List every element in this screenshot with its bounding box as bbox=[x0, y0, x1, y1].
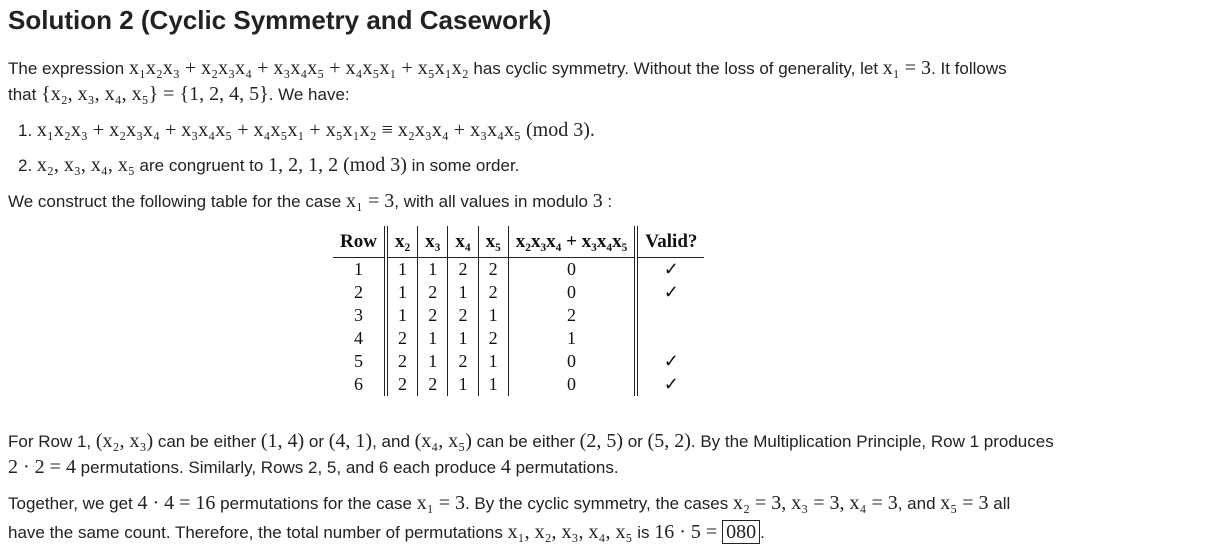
intro-line-2: that {x₂, x₃, x₄, x₅} = {1, 2, 4, 5}. We have: bbox=[8, 83, 350, 105]
set-equation: {x₂, x₃, x₄, x₅} = {1, 2, 4, 5} bbox=[41, 83, 269, 105]
header-x4: x₄ bbox=[448, 226, 478, 258]
table-row: 6 2 2 1 1 0 ✓ bbox=[333, 373, 704, 396]
table-row: 1 1 1 2 2 0 ✓ bbox=[333, 258, 704, 282]
header-valid: Valid? bbox=[636, 226, 704, 258]
valid-check: ✓ bbox=[663, 374, 679, 394]
table-row: 2 1 2 1 2 0 ✓ bbox=[333, 281, 704, 304]
row1-explanation-line-1: For Row 1, (x₂, x₃) can be either (1, 4) or (4, 1), and (x₄, x₅) can be either (2, 5) or (5, 2). By the Multiplication Principle, Row 1 produces bbox=[8, 430, 1054, 452]
final-answer-box: 080 bbox=[722, 520, 760, 544]
valid-check bbox=[636, 327, 704, 350]
valid-check: ✓ bbox=[663, 351, 679, 371]
header-x3: x₃ bbox=[418, 226, 448, 258]
valid-check bbox=[636, 304, 704, 327]
valid-check: ✓ bbox=[663, 282, 679, 302]
valid-check: ✓ bbox=[663, 259, 679, 279]
table-row: 4 2 1 1 2 1 bbox=[333, 327, 704, 350]
together-line-1: Together, we get 4 · 4 = 16 permutations for the case x₁ = 3. By the cyclic symmetry, the cases x₂ = 3, x₃ = 3, x₄ = 3, and x₅ = 3 all bbox=[8, 492, 1011, 514]
construct-sentence: We construct the following table for the case x₁ = 3, with all values in modulo 3 : bbox=[8, 190, 613, 212]
cyclic-expression: x₁x₂x₃ + x₂x₃x₄ + x₃x₄x₅ + x₄x₅x₁ + x₅x₁x₂ bbox=[128, 57, 469, 79]
table-row: 3 1 2 2 1 2 bbox=[333, 304, 704, 327]
header-row: Row bbox=[333, 226, 386, 258]
section-title: Solution 2 (Cyclic Symmetry and Casework) bbox=[8, 5, 552, 35]
list-item-1: 1. x₁x₂x₃ + x₂x₃x₄ + x₃x₄x₅ + x₄x₅x₁ + x₅x₁x₂ ≡ x₂x₃x₄ + x₃x₄x₅ (mod 3). bbox=[18, 119, 595, 141]
table-header-row bbox=[333, 226, 704, 258]
casework-table bbox=[333, 226, 704, 396]
together-line-2: have the same count. Therefore, the total number of permutations x₁, x₂, x₃, x₄, x₅ is 16 · 5 = 080 . bbox=[8, 521, 765, 543]
table-row: 5 2 1 2 1 0 ✓ bbox=[333, 350, 704, 373]
header-sum: x₂x₃x₄ + x₃x₄x₅ bbox=[508, 226, 636, 258]
header-x2: x₂ bbox=[386, 226, 418, 258]
intro-line-1: The expression x₁x₂x₃ + x₂x₃x₄ + x₃x₄x₅ + x₄x₅x₁ + x₅x₁x₂ has cyclic symmetry. Without the loss of generality, let x₁ = 3. It follows bbox=[8, 57, 1007, 79]
header-x5: x₅ bbox=[478, 226, 508, 258]
row1-explanation-line-2: 2 · 2 = 4 permutations. Similarly, Rows 2, 5, and 6 each produce 4 permutations. bbox=[8, 456, 619, 478]
list-item-2: 2. x₂, x₃, x₄, x₅ are congruent to 1, 2, 1, 2 (mod 3) in some order. bbox=[18, 154, 520, 176]
